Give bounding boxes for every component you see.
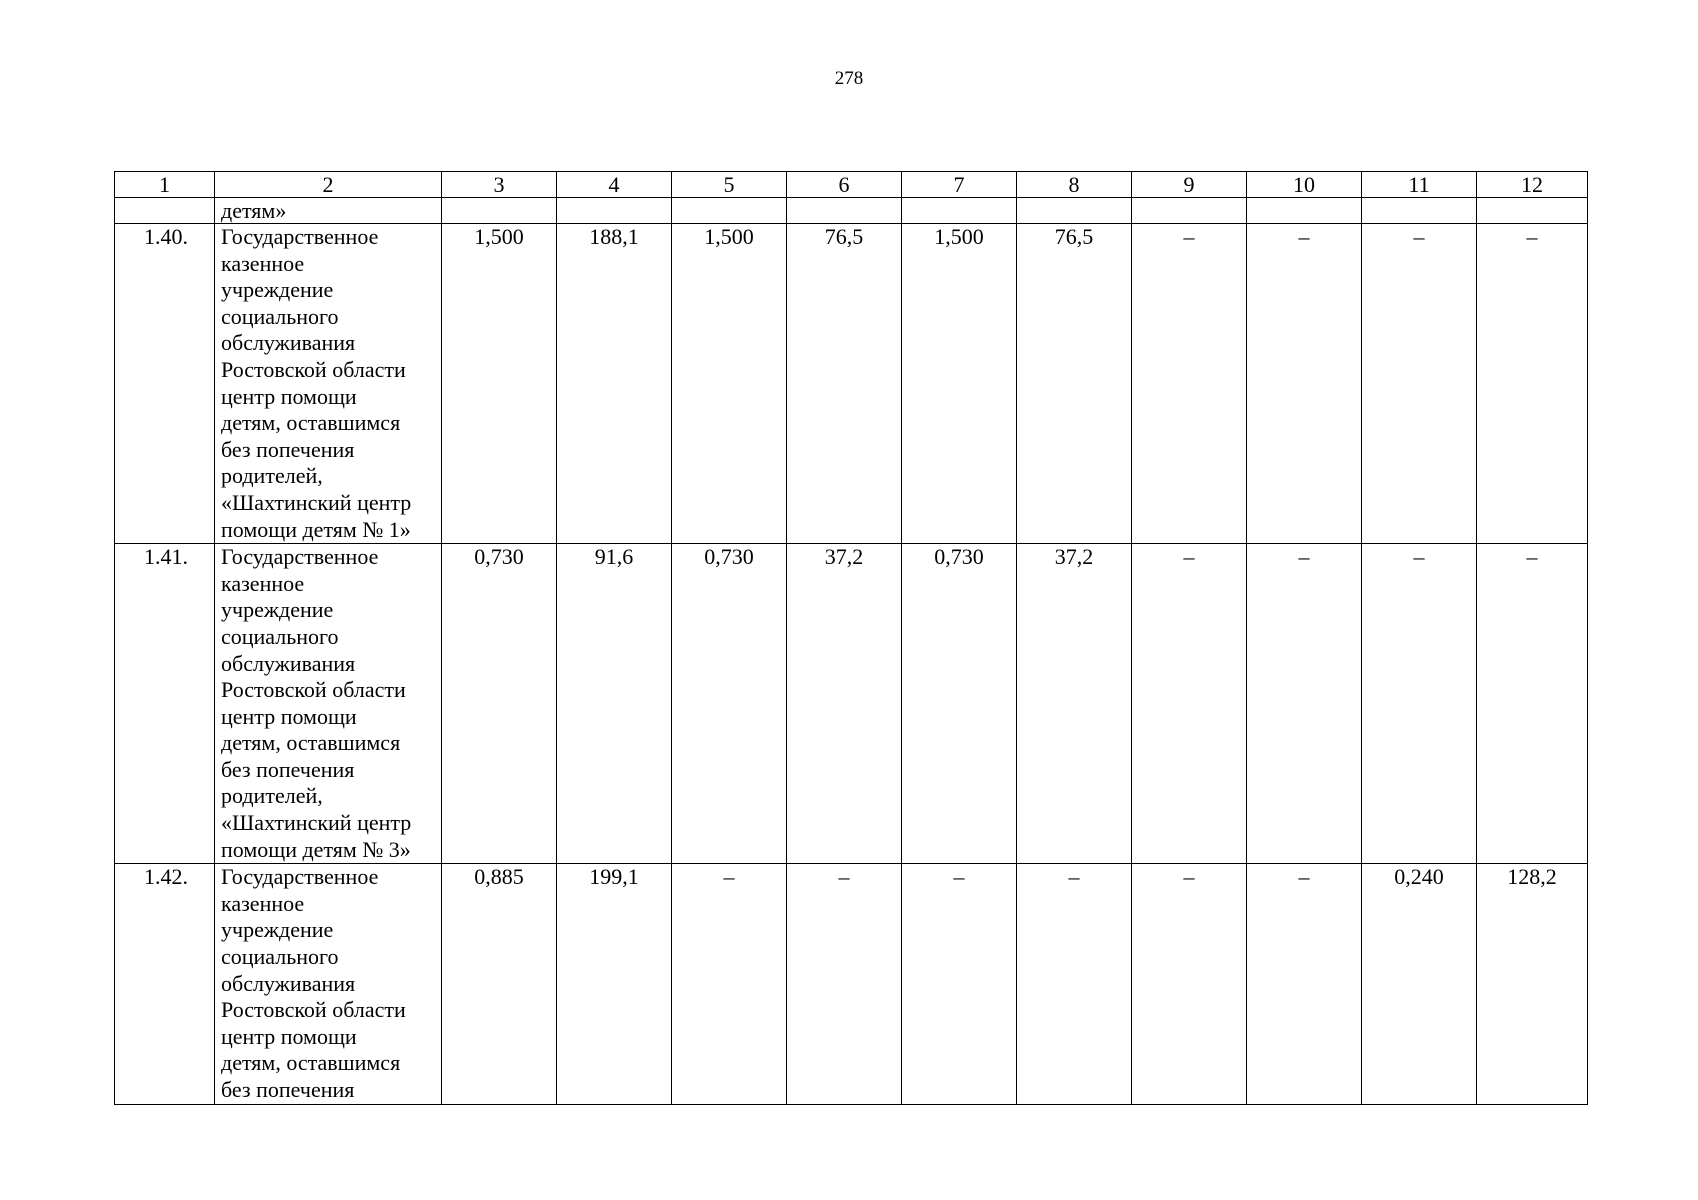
column-header: 7 <box>902 172 1017 198</box>
column-header: 2 <box>215 172 442 198</box>
table-cell: – <box>1247 544 1362 864</box>
continuation-text: детям» <box>215 198 442 224</box>
table-row <box>115 224 1588 544</box>
table-cell: – <box>902 864 1017 1104</box>
column-header: 8 <box>1017 172 1132 198</box>
table-cell: – <box>1362 544 1477 864</box>
column-header: 11 <box>1362 172 1477 198</box>
column-number-row <box>115 172 1588 198</box>
institution-name: Государственное казенное учреждение социального обслуживания Ростовской области центр помощи детям, оставшимся без попечения <box>215 864 442 1104</box>
table-cell <box>902 198 1017 224</box>
institution-name: Государственное казенное учреждение социального обслуживания Ростовской области центр помощи детям, оставшимся без попечения родителей, «Шахтинский центр помощи детям № 1» <box>215 224 442 544</box>
table-cell: 1,500 <box>672 224 787 544</box>
row-number: 1.42. <box>115 864 215 1104</box>
table-cell <box>1477 198 1588 224</box>
table-cell <box>442 198 557 224</box>
table-cell: 1,500 <box>902 224 1017 544</box>
row-number: 1.40. <box>115 224 215 544</box>
table-cell: 188,1 <box>557 224 672 544</box>
table-cell <box>557 198 672 224</box>
table-cell: 0,730 <box>672 544 787 864</box>
table-cell: – <box>1247 864 1362 1104</box>
continuation-row <box>115 198 1588 224</box>
page-number: 278 <box>834 68 864 89</box>
table-cell: 128,2 <box>1477 864 1588 1104</box>
table-cell: 37,2 <box>787 544 902 864</box>
table-cell: 0,885 <box>442 864 557 1104</box>
table-cell: – <box>1477 224 1588 544</box>
table-cell: 1,500 <box>442 224 557 544</box>
table-cell: – <box>1362 224 1477 544</box>
institution-name: Государственное казенное учреждение социального обслуживания Ростовской области центр помощи детям, оставшимся без попечения родителей, «Шахтинский центр помощи детям № 3» <box>215 544 442 864</box>
column-header: 3 <box>442 172 557 198</box>
column-header: 5 <box>672 172 787 198</box>
column-header: 10 <box>1247 172 1362 198</box>
table-cell <box>672 198 787 224</box>
column-header: 12 <box>1477 172 1588 198</box>
table-cell: – <box>787 864 902 1104</box>
table-cell: – <box>1132 864 1247 1104</box>
table-cell: 76,5 <box>787 224 902 544</box>
table-cell: – <box>1132 544 1247 864</box>
table-cell <box>787 198 902 224</box>
table-cell <box>1362 198 1477 224</box>
table-cell: – <box>1017 864 1132 1104</box>
table-cell: 91,6 <box>557 544 672 864</box>
table-cell <box>115 198 215 224</box>
table-cell <box>1247 198 1362 224</box>
table-cell: – <box>1477 544 1588 864</box>
table-cell: 0,240 <box>1362 864 1477 1104</box>
column-header: 1 <box>115 172 215 198</box>
table-row <box>115 544 1588 864</box>
row-number: 1.41. <box>115 544 215 864</box>
table-cell: – <box>672 864 787 1104</box>
table-cell: 76,5 <box>1017 224 1132 544</box>
column-header: 4 <box>557 172 672 198</box>
column-header: 6 <box>787 172 902 198</box>
table-cell: 0,730 <box>442 544 557 864</box>
table-cell <box>1132 198 1247 224</box>
table-cell: 0,730 <box>902 544 1017 864</box>
table-cell: – <box>1132 224 1247 544</box>
column-header: 9 <box>1132 172 1247 198</box>
table-row <box>115 864 1588 1104</box>
table-cell: 199,1 <box>557 864 672 1104</box>
table-cell: – <box>1247 224 1362 544</box>
table-cell: 37,2 <box>1017 544 1132 864</box>
table-cell <box>1017 198 1132 224</box>
data-table <box>114 171 1588 1105</box>
